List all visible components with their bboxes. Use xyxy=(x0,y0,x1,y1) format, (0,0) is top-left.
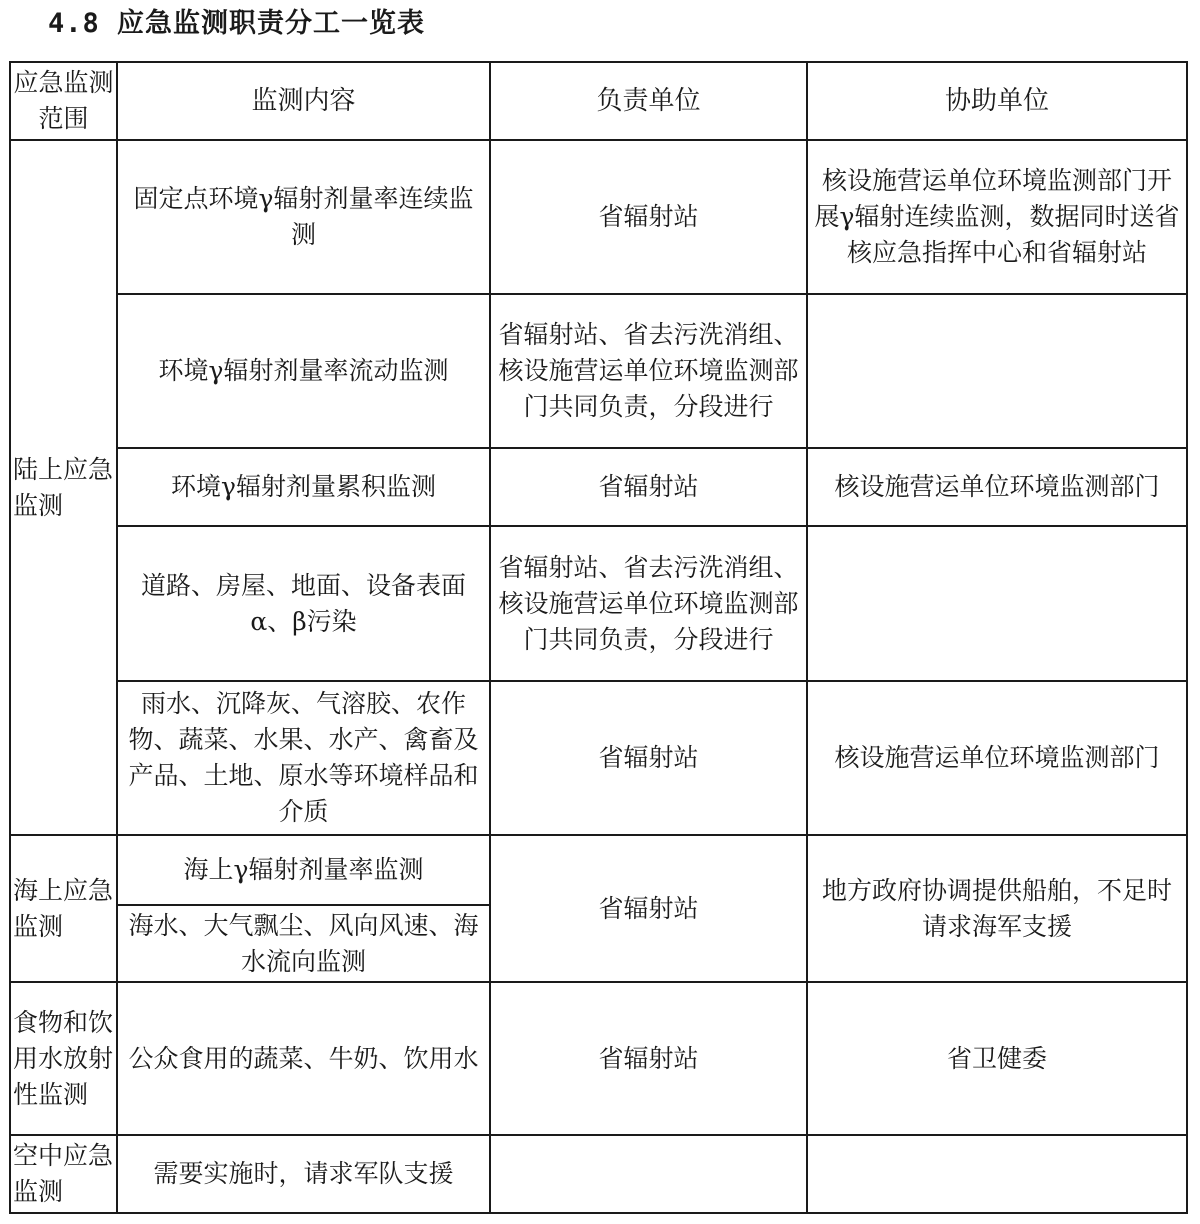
assisting-cell: 核设施营运单位环境监测部门 xyxy=(807,681,1187,835)
assisting-cell: 省卫健委 xyxy=(807,982,1187,1135)
content-cell: 海水、大气飘尘、风向风速、海水流向监测 xyxy=(117,905,490,982)
content-cell: 固定点环境γ辐射剂量率连续监测 xyxy=(117,140,490,294)
table-header-row xyxy=(10,62,1187,140)
table-row xyxy=(10,140,1187,294)
content-cell: 道路、房屋、地面、设备表面α、β污染 xyxy=(117,526,490,681)
responsible-cell: 省辐射站 xyxy=(490,681,807,835)
table-row xyxy=(10,448,1187,526)
assisting-cell xyxy=(807,526,1187,681)
header-scope: 应急监测范围 xyxy=(10,62,117,140)
content-cell: 需要实施时，请求军队支援 xyxy=(117,1135,490,1213)
content-cell: 环境γ辐射剂量累积监测 xyxy=(117,448,490,526)
content-cell: 海上γ辐射剂量率监测 xyxy=(117,835,490,905)
document-title: 4.8 应急监测职责分工一览表 xyxy=(48,8,426,39)
assisting-cell xyxy=(807,294,1187,448)
responsible-cell: 省辐射站、省去污洗消组、核设施营运单位环境监测部门共同负责，分段进行 xyxy=(490,526,807,681)
scope-cell: 食物和饮用水放射性监测 xyxy=(10,982,117,1135)
table-row xyxy=(10,294,1187,448)
scope-cell: 空中应急监测 xyxy=(10,1135,117,1213)
table-row xyxy=(10,982,1187,1135)
table-row xyxy=(10,526,1187,681)
responsibility-table xyxy=(9,61,1188,1214)
content-cell: 公众食用的蔬菜、牛奶、饮用水 xyxy=(117,982,490,1135)
assisting-cell xyxy=(807,1135,1187,1213)
header-responsible: 负责单位 xyxy=(490,62,807,140)
header-assisting: 协助单位 xyxy=(807,62,1187,140)
table-row xyxy=(10,835,1187,905)
responsible-cell xyxy=(490,1135,807,1213)
assisting-cell: 核设施营运单位环境监测部门开展γ辐射连续监测，数据同时送省核应急指挥中心和省辐射站 xyxy=(807,140,1187,294)
assisting-cell: 核设施营运单位环境监测部门 xyxy=(807,448,1187,526)
table-row xyxy=(10,1135,1187,1213)
content-cell: 雨水、沉降灰、气溶胶、农作物、蔬菜、水果、水产、禽畜及产品、土地、原水等环境样品和介质 xyxy=(117,681,490,835)
scope-cell: 陆上应急监测 xyxy=(10,140,117,835)
scope-cell: 海上应急监测 xyxy=(10,835,117,982)
responsible-cell: 省辐射站 xyxy=(490,835,807,982)
table-row xyxy=(10,681,1187,835)
responsible-cell: 省辐射站、省去污洗消组、核设施营运单位环境监测部门共同负责，分段进行 xyxy=(490,294,807,448)
responsible-cell: 省辐射站 xyxy=(490,982,807,1135)
responsible-cell: 省辐射站 xyxy=(490,448,807,526)
content-cell: 环境γ辐射剂量率流动监测 xyxy=(117,294,490,448)
assisting-cell: 地方政府协调提供船舶，不足时请求海军支援 xyxy=(807,835,1187,982)
header-content: 监测内容 xyxy=(117,62,490,140)
responsible-cell: 省辐射站 xyxy=(490,140,807,294)
